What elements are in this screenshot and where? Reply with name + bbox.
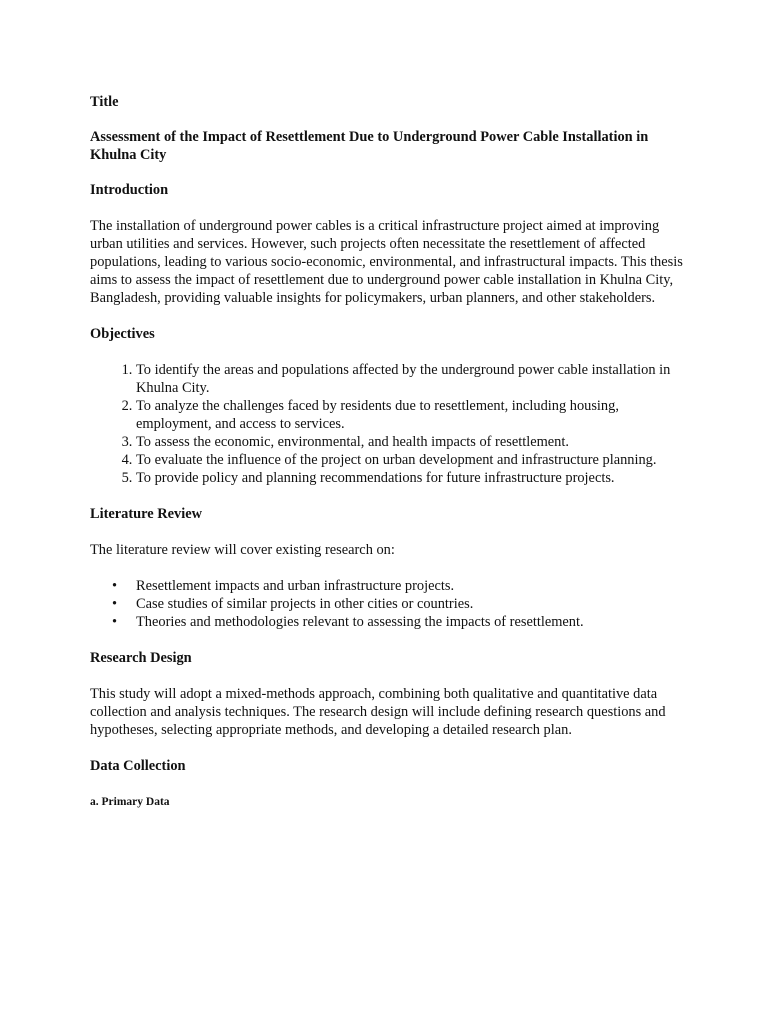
literature-item-text: Resettlement impacts and urban infrastructure projects. xyxy=(136,578,455,594)
literature-item-text: Case studies of similar projects in other cities or countries. xyxy=(136,596,474,612)
title-label: Title xyxy=(90,94,119,110)
objective-item: 3. To assess the economic, environmental, and health impacts of resettlement. xyxy=(136,433,690,451)
literature-item xyxy=(112,613,690,631)
literature-item xyxy=(112,595,690,613)
bullet-glyph: • xyxy=(112,596,118,612)
objective-item: 4. To evaluate the influence of the project on urban development and infrastructure planning. xyxy=(136,451,690,469)
research-design-body: This study will adopt a mixed-methods approach, combining both qualitative and quantitative data collection and analysis techniques. The research design will include defining research questions and hypotheses, selecting appropriate methods, and developing a detailed research plan. xyxy=(90,686,666,738)
literature-review-intro: The literature review will cover existing research on: xyxy=(90,542,395,558)
introduction-body: The installation of underground power cables is a critical infrastructure project aimed at improving urban utilities and services. However, such projects often necessitate the resettlement of affected populations, leading to various socio-economic, environmental, and infrastructural impacts. This thesis aims to assess the impact of resettlement due to underground power cable installation in Khulna City, Bangladesh, providing valuable insights for policymakers, urban planners, and other stakeholders. xyxy=(90,218,683,306)
objective-item: 5. To provide policy and planning recommendations for future infrastructure projects. xyxy=(136,469,690,487)
data-collection-heading: Data Collection xyxy=(90,758,186,774)
objective-item: 2. To analyze the challenges faced by residents due to resettlement, including housing, employment, and access to services. xyxy=(136,397,690,433)
bullet-glyph: • xyxy=(112,614,118,630)
objectives-list xyxy=(90,361,690,487)
research-design-heading: Research Design xyxy=(90,650,192,666)
bullet-glyph: • xyxy=(112,578,118,594)
document-title: Assessment of the Impact of Resettlement Due to Underground Power Cable Installation in Khulna City xyxy=(90,129,649,163)
literature-item-text: Theories and methodologies relevant to assessing the impacts of resettlement. xyxy=(136,614,584,630)
literature-review-list xyxy=(90,577,690,631)
literature-review-heading: Literature Review xyxy=(90,506,203,522)
literature-item xyxy=(112,577,690,595)
objective-item: 1. To identify the areas and populations affected by the underground power cable installation in Khulna City. xyxy=(136,361,690,397)
document-page xyxy=(90,93,690,811)
primary-data-heading: a. Primary Data xyxy=(90,796,170,808)
objectives-heading: Objectives xyxy=(90,326,155,342)
introduction-heading: Introduction xyxy=(90,182,169,198)
